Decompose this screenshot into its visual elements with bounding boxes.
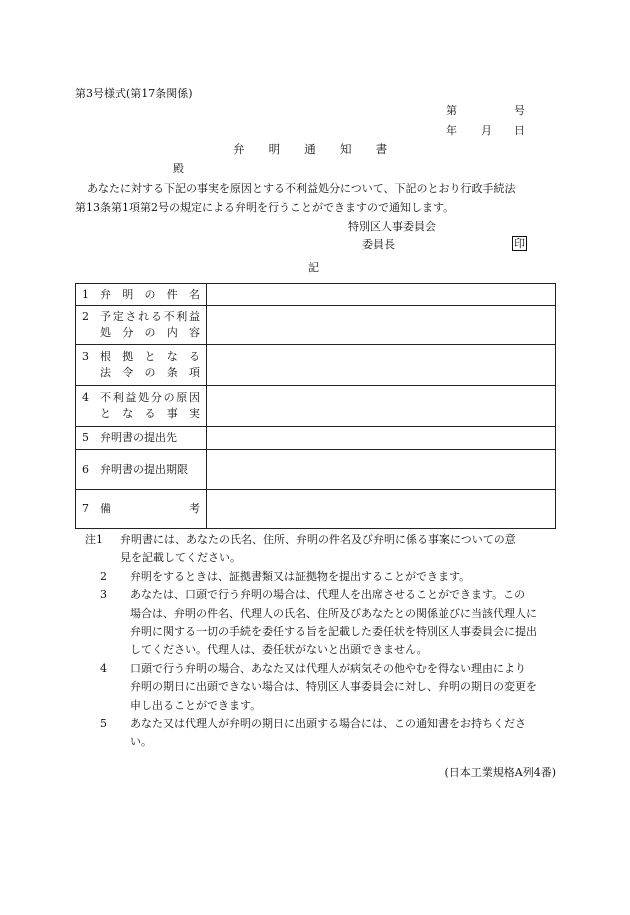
row-label-text: 処分の内容 (100, 326, 200, 339)
label-line (82, 309, 206, 325)
row-label-text: 弁明書の提出期限 (100, 462, 188, 476)
note-line: 口頭で行う弁明の場合、あなた又は代理人が病気その他やむを得ない理由により (130, 661, 526, 675)
date-day: 日 (514, 124, 525, 137)
row-number: 7 (82, 502, 89, 515)
date-year: 年 (446, 124, 457, 137)
label-line (82, 365, 206, 381)
note-item (75, 568, 557, 586)
issuer-title: 委員長 (362, 238, 395, 251)
row-label (76, 386, 207, 427)
table-row (76, 306, 556, 345)
addressee-suffix: 殿 (173, 162, 184, 175)
note-line: 場合は、弁明の件名、代理人の氏名、住所及びあなたとの関係並びに当該代理人に (130, 606, 537, 620)
note-item (75, 715, 557, 752)
label-line (82, 325, 206, 341)
note-text (130, 715, 557, 752)
document-title: 弁明通知書 (233, 142, 412, 156)
form-id: 第3号様式(第17条関係) (75, 87, 193, 100)
body-line-1: あなたに対する下記の事実を原因とする不利益処分について、下記のとおり行政手続法 (87, 182, 516, 195)
note-line: い。 (130, 735, 152, 749)
label-line (82, 501, 206, 517)
row-label-text: 法令の条項 (100, 366, 200, 379)
note-line: 申し出ることができます。 (130, 698, 262, 712)
row-label-text: 予定される不利益 (100, 310, 200, 323)
row-label (76, 450, 207, 490)
table-row (76, 284, 556, 306)
body-line-2: 第13条第1項第2号の規定による弁明を行うことができますので通知します。 (75, 201, 455, 214)
date-month: 月 (481, 124, 492, 137)
row-number-spacer (82, 406, 100, 422)
row-value-cell (207, 284, 556, 306)
table-row (76, 490, 556, 529)
row-label-text: 弁明の件名 (100, 287, 200, 301)
row-number-spacer (82, 365, 100, 381)
row-number-spacer (82, 325, 100, 341)
label-line (82, 287, 206, 303)
note-text (130, 660, 557, 715)
row-label (76, 284, 207, 306)
row-label (76, 490, 207, 529)
row-label-text: 不利益処分の原因 (100, 391, 200, 404)
seal-mark (512, 236, 527, 251)
document-number-prefix: 第 (446, 104, 457, 117)
row-label-text: となる事実 (100, 407, 200, 420)
row-number: 1 (82, 287, 89, 301)
issuer-org: 特別区人事委員会 (348, 220, 436, 233)
note-line: 弁明書には、あなたの氏名、住所、弁明の件名及び弁明に係る事案についての意 (120, 533, 516, 546)
seal-box: 印 (514, 237, 525, 250)
row-label-text: 備考 (100, 502, 200, 515)
row-value-cell (207, 490, 556, 529)
row-value-cell (207, 345, 556, 386)
document-number-suffix: 号 (514, 104, 525, 117)
row-label (76, 427, 207, 450)
note-line: してください。代理人は、委任状がないと出頭できません。 (130, 643, 428, 657)
row-value-cell (207, 450, 556, 490)
table-row (76, 386, 556, 427)
row-number: 6 (82, 462, 89, 476)
row-value-cell (207, 386, 556, 427)
note-text (130, 586, 557, 660)
row-number: 5 (82, 431, 89, 444)
row-label-text: 根拠となる (100, 350, 200, 363)
table-row (76, 450, 556, 490)
note-line: 弁明をするときは、証拠書類又は証拠物を提出することができます。 (130, 569, 471, 583)
row-number: 2 (82, 310, 89, 323)
row-number: 3 (82, 350, 89, 363)
label-line (82, 349, 206, 365)
note-label: 3 (100, 588, 107, 602)
note-label: 注1 (85, 533, 103, 546)
paper-size-footer: (日本工業規格A列4番) (444, 766, 556, 779)
label-line (82, 406, 206, 422)
table-row (76, 345, 556, 386)
note-line: あなたは、口頭で行う弁明の場合は、代理人を出席させることができます。この (130, 588, 526, 602)
note-line: 見を記載してください。 (120, 551, 241, 565)
row-number: 4 (82, 391, 89, 404)
notes-section (75, 531, 557, 752)
note-item (75, 586, 557, 660)
label-line (82, 430, 206, 446)
note-label: 5 (100, 717, 107, 731)
note-item (75, 660, 557, 715)
note-text (130, 568, 557, 586)
notice-table (75, 283, 556, 529)
note-text (120, 531, 557, 568)
note-line: 弁明の期日に出頭できない場合は、特別区人事委員会に対し、弁明の期日の変更を (130, 680, 537, 694)
note-label: 2 (100, 569, 107, 583)
note-line: あなた又は代理人が弁明の期日に出頭する場合には、この通知書をお持ちくださ (130, 717, 526, 731)
table-row (76, 427, 556, 450)
label-line (82, 462, 206, 478)
row-value-cell (207, 306, 556, 345)
ki-heading: 記 (308, 261, 319, 274)
row-label (76, 345, 207, 386)
row-value-cell (207, 427, 556, 450)
note-item (75, 531, 557, 568)
note-line: 弁明に関する一切の手続を委任する旨を記載した委任状を特別区人事委員会に提出 (130, 625, 537, 639)
note-label: 4 (100, 661, 107, 675)
label-line (82, 390, 206, 406)
row-label-text: 弁明書の提出先 (100, 431, 177, 444)
row-label (76, 306, 207, 345)
